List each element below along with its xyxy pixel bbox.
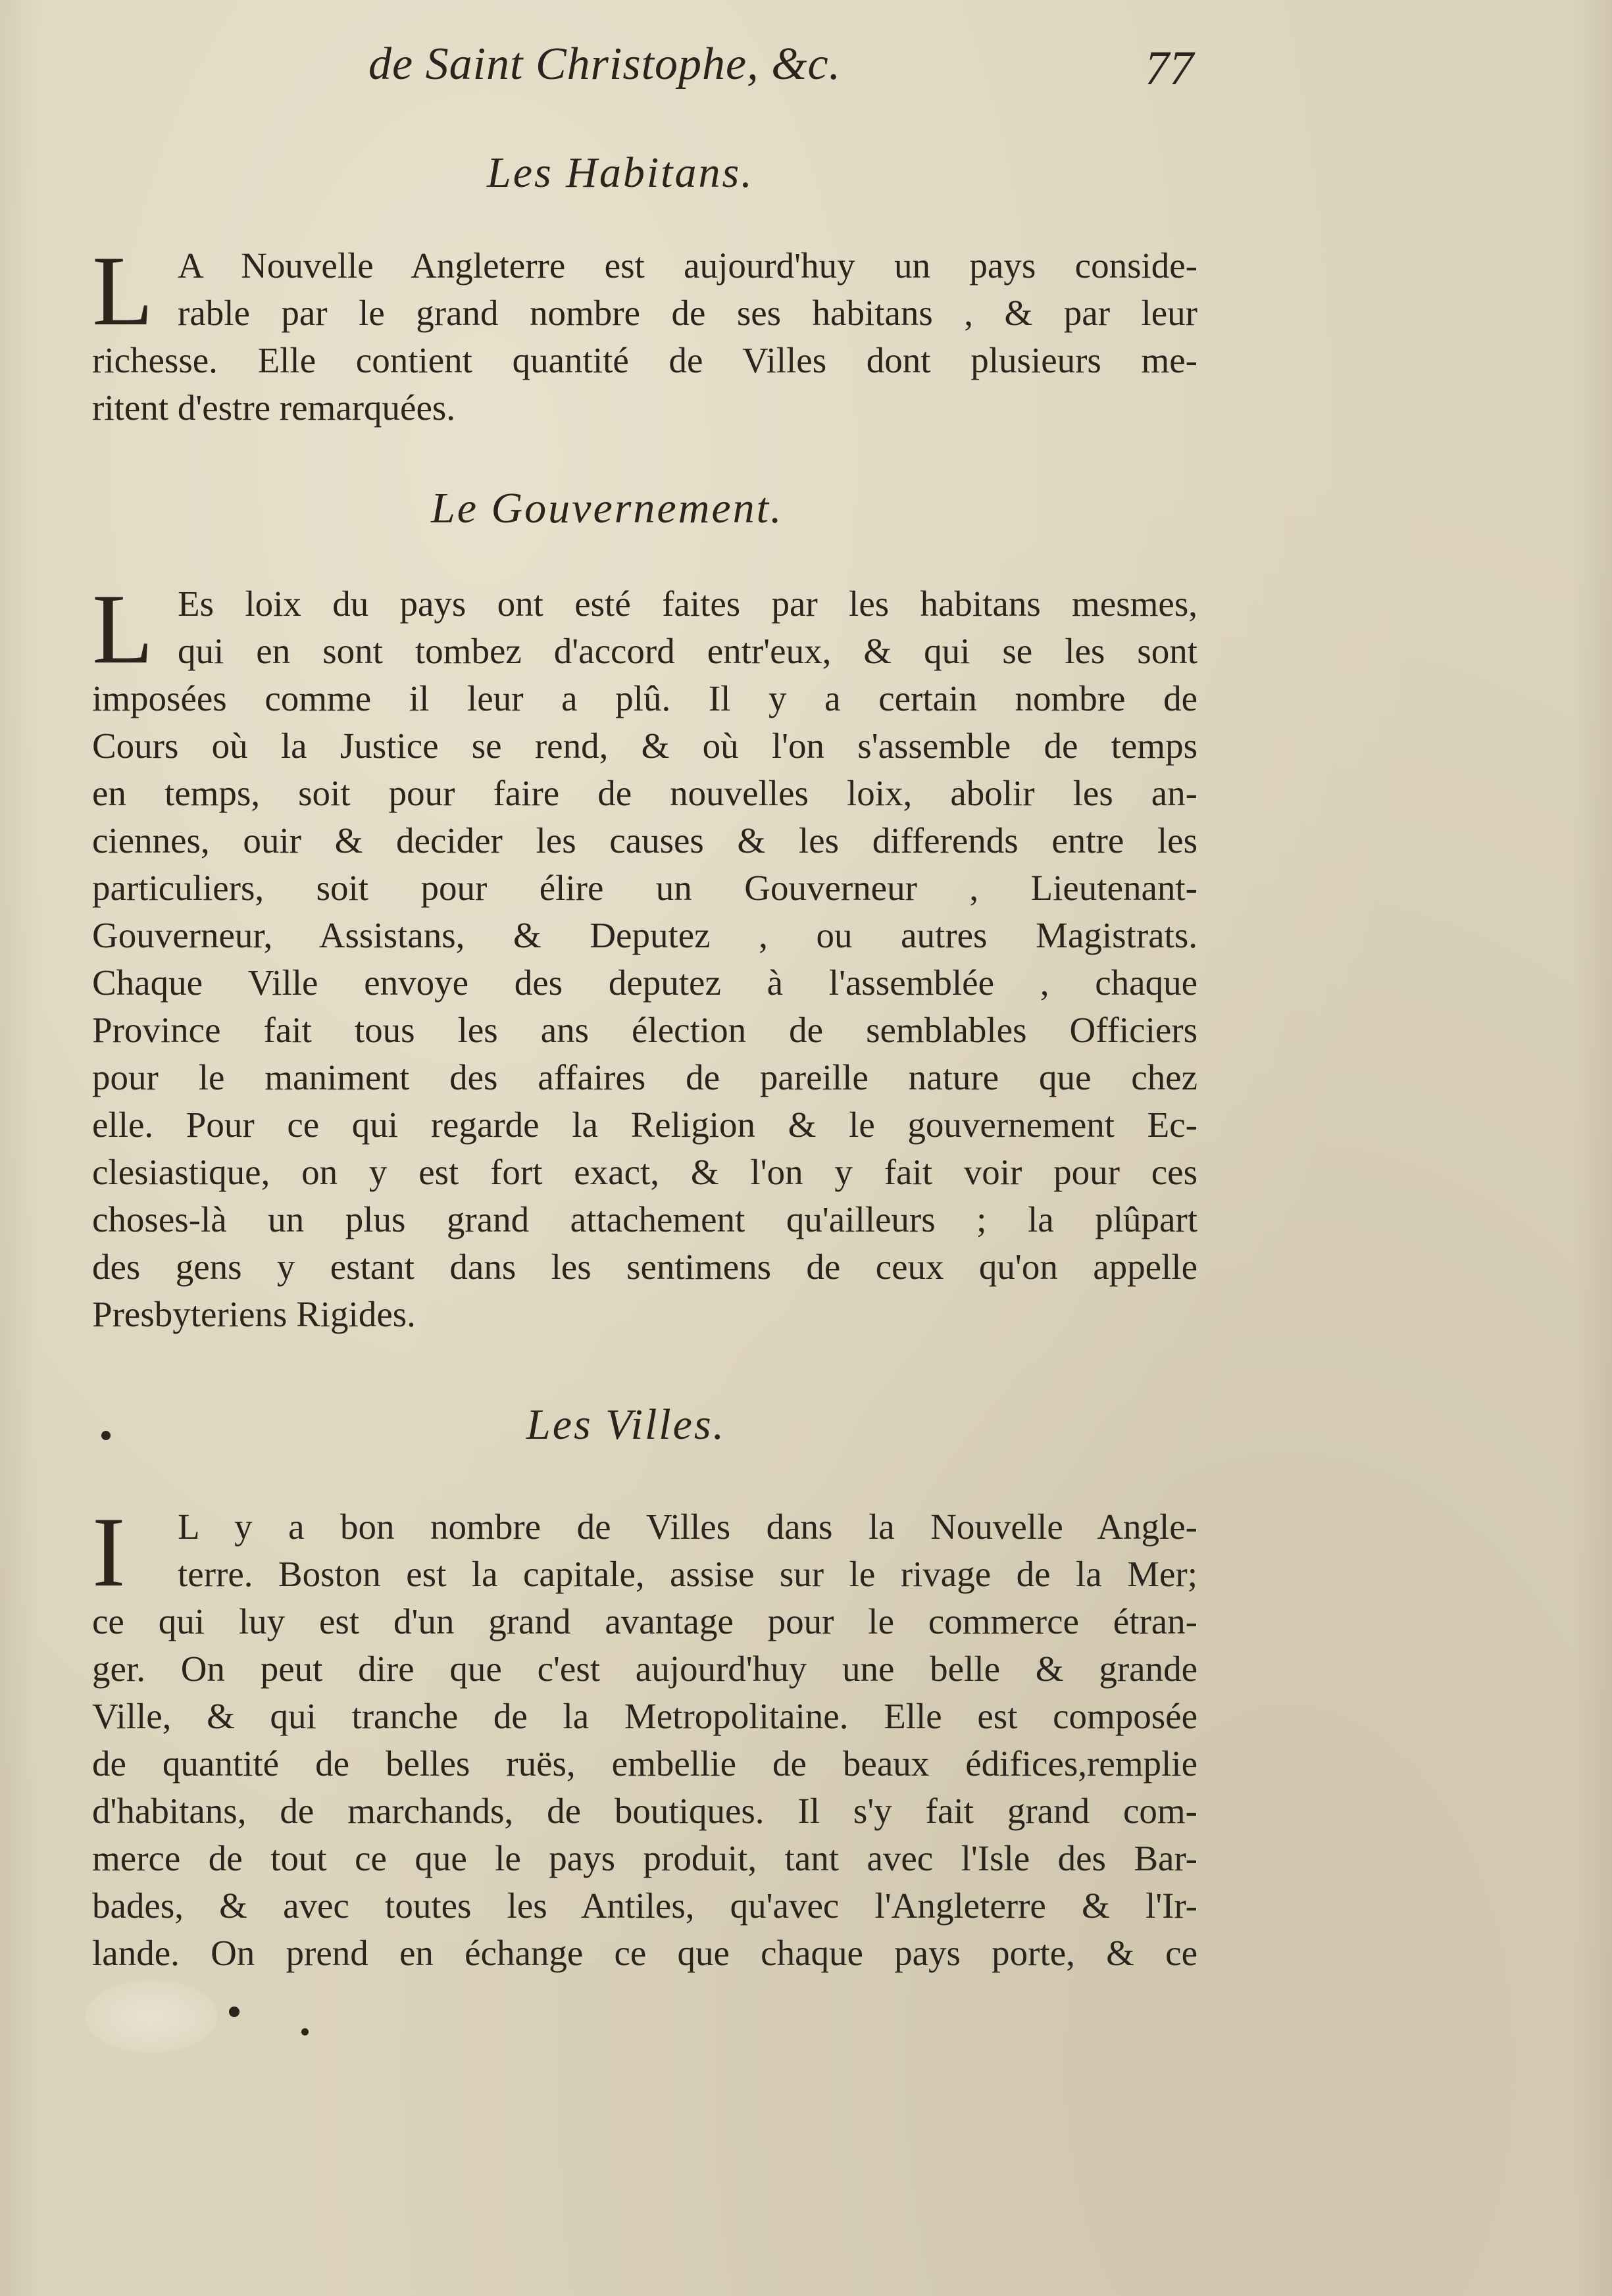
- section-title-gouvernement: Le Gouvernement.: [431, 484, 784, 532]
- text-line: clesiastique, on y est fort exact, & l'on y fait voir pour ces: [92, 1152, 1197, 1192]
- text-line: Cours où la Justice se rend, & où l'on s'assemble de temps: [92, 726, 1197, 766]
- text-line: merce de tout ce que le pays produit, tant avec l'Isle des Bar-: [92, 1838, 1197, 1878]
- text-line: particuliers, soit pour élire un Gouverneur , Lieutenant-: [92, 868, 1197, 908]
- text-line: ger. On peut dire que c'est aujourd'huy une belle & grande: [92, 1649, 1197, 1689]
- text-line: Es loix du pays ont esté faites par les habitans mesmes,: [178, 584, 1197, 624]
- text-line: pour le maniment des affaires de pareille nature que chez: [92, 1057, 1197, 1097]
- text-line: des gens y estant dans les sentimens de ceux qu'on appelle: [92, 1247, 1197, 1287]
- text-line: bades, & avec toutes les Antiles, qu'avec l'Angleterre & l'Ir-: [92, 1885, 1197, 1926]
- paper-stain: [86, 1980, 217, 2053]
- text-line: ce qui luy est d'un grand avantage pour le commerce étran-: [92, 1601, 1197, 1641]
- text-line: terre. Boston est la capitale, assise sur le rivage de la Mer;: [178, 1554, 1197, 1594]
- section-title-habitans: Les Habitans.: [487, 149, 754, 197]
- text-line: ritent d'estre remarquées.: [92, 387, 456, 428]
- text-line: Gouverneur, Assistans, & Deputez , ou autres Magistrats.: [92, 915, 1197, 955]
- text-line: Ville, & qui tranche de la Metropolitaine. Elle est composée: [92, 1696, 1197, 1736]
- text-line: ciennes, ouir & decider les causes & les differends entre les: [92, 820, 1197, 861]
- text-line: de quantité de belles ruës, embellie de beaux édifices,remplie: [92, 1743, 1197, 1784]
- paragraph-habitans: [92, 236, 1197, 432]
- page-number: 77: [1145, 41, 1194, 95]
- text-line: rable par le grand nombre de ses habitans , & par leur: [178, 293, 1197, 333]
- text-line: d'habitans, de marchands, de boutiques. Il s'y fait grand com-: [92, 1791, 1197, 1831]
- drop-capital: I: [92, 1497, 126, 1607]
- text-line: qui en sont tombez d'accord entr'eux, & qui se les sont: [178, 631, 1197, 671]
- text-line: L y a bon nombre de Villes dans la Nouvelle Angle-: [178, 1507, 1197, 1547]
- drop-capital: L: [92, 574, 153, 684]
- text-line: Chaque Ville envoye des deputez à l'assemblée , chaque: [92, 962, 1197, 1003]
- text-line: imposées comme il leur a plû. Il y a certain nombre de: [92, 678, 1197, 718]
- text-line: Presbyteriens Rigides.: [92, 1294, 416, 1334]
- text-line: A Nouvelle Angleterre est aujourd'huy un pays conside-: [178, 245, 1197, 286]
- text-line: lande. On prend en échange ce que chaque pays porte, & ce: [92, 1933, 1197, 1973]
- section-title-villes: Les Villes.: [526, 1401, 726, 1449]
- running-head-title: de Saint Christophe, &c.: [368, 39, 842, 89]
- paragraph-villes: [92, 1497, 1197, 1977]
- text-line: choses-là un plus grand attachement qu'ailleurs ; la plûpart: [92, 1199, 1197, 1239]
- ink-dot: [229, 2007, 239, 2017]
- ink-dot: [301, 2028, 309, 2035]
- drop-capital: L: [92, 236, 153, 346]
- text-line: elle. Pour ce qui regarde la Religion & le gouvernement Ec-: [92, 1105, 1197, 1145]
- text-line: en temps, soit pour faire de nouvelles loix, abolir les an-: [92, 773, 1197, 813]
- text-line: Province fait tous les ans élection de semblables Officiers: [92, 1010, 1197, 1050]
- paragraph-gouvernement: [92, 574, 1197, 1338]
- text-line: richesse. Elle contient quantité de Villes dont plusieurs me-: [92, 340, 1197, 380]
